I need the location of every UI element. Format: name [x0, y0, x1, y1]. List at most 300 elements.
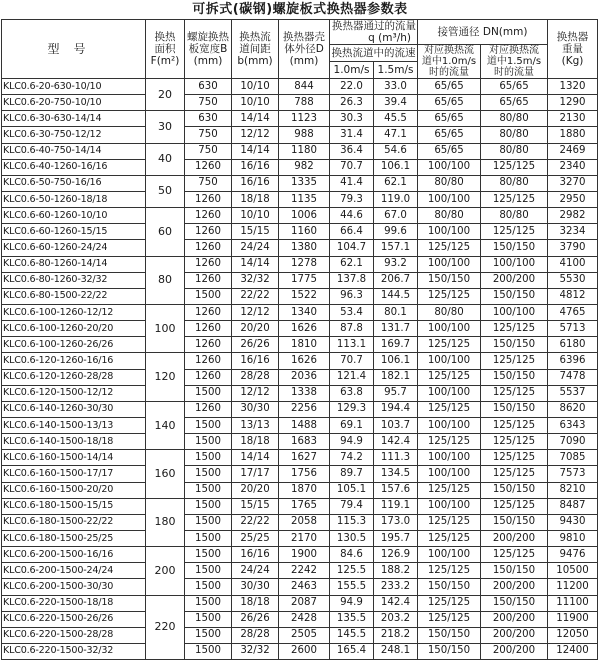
dn-1-cell: 125/125	[418, 337, 481, 353]
table-row	[2, 224, 598, 240]
flow-2-cell: 157.1	[374, 240, 418, 256]
flow-1-cell: 79.4	[330, 498, 374, 514]
weight-cell: 1880	[548, 127, 598, 143]
header-flow-sub: 换热流道中的流速	[330, 45, 418, 62]
flow-1-cell: 115.3	[330, 514, 374, 530]
flow-1-cell: 66.4	[330, 224, 374, 240]
dn-2-cell: 80/80	[481, 111, 548, 127]
header-channel-spacing-line2: 道间距	[239, 43, 271, 55]
shell-od-cell: 1626	[279, 353, 330, 369]
flow-1-cell: 26.3	[330, 95, 374, 111]
dn-1-cell: 100/100	[418, 224, 481, 240]
shell-od-cell: 1488	[279, 417, 330, 433]
plate-width-cell: 1500	[185, 417, 232, 433]
dn-2-cell: 150/150	[481, 337, 548, 353]
model-cell: KLC0.6-20-630-10/10	[2, 79, 146, 95]
shell-od-cell: 1380	[279, 240, 330, 256]
flow-2-cell: 33.0	[374, 79, 418, 95]
weight-cell: 3234	[548, 224, 598, 240]
dn-1-cell: 150/150	[418, 643, 481, 659]
channel-spacing-cell: 10/10	[232, 208, 279, 224]
plate-width-cell: 1260	[185, 208, 232, 224]
header-dn-group: 接管通径 DN(mm)	[418, 20, 548, 45]
weight-cell: 1320	[548, 79, 598, 95]
dn-1-cell: 125/125	[418, 482, 481, 498]
plate-width-cell: 1500	[185, 466, 232, 482]
dn-1-cell: 80/80	[418, 208, 481, 224]
shell-od-cell: 2058	[279, 514, 330, 530]
flow-2-cell: 106.1	[374, 159, 418, 175]
shell-od-cell: 844	[279, 79, 330, 95]
shell-od-cell: 1870	[279, 482, 330, 498]
weight-cell: 3790	[548, 240, 598, 256]
table-row	[2, 175, 598, 191]
dn-1-cell: 100/100	[418, 385, 481, 401]
model-cell: KLC0.6-120-1260-28/28	[2, 369, 146, 385]
plate-width-cell: 750	[185, 127, 232, 143]
flow-2-cell: 188.2	[374, 563, 418, 579]
weight-cell: 5713	[548, 321, 598, 337]
dn-2-cell: 125/125	[481, 547, 548, 563]
dn-2-cell: 200/200	[481, 611, 548, 627]
shell-od-cell: 788	[279, 95, 330, 111]
model-cell: KLC0.6-140-1500-13/13	[2, 417, 146, 433]
model-cell: KLC0.6-30-750-12/12	[2, 127, 146, 143]
table-row	[2, 95, 598, 111]
header-weight-line2: 重量	[562, 43, 583, 55]
flow-1-cell: 79.3	[330, 191, 374, 207]
flow-2-cell: 233.2	[374, 579, 418, 595]
dn-1-cell: 125/125	[418, 611, 481, 627]
table-row	[2, 304, 598, 320]
dn-1-cell: 65/65	[418, 143, 481, 159]
table-row	[2, 79, 598, 95]
dn-1-cell: 100/100	[418, 321, 481, 337]
channel-spacing-cell: 12/12	[232, 304, 279, 320]
plate-width-cell: 1500	[185, 563, 232, 579]
dn-1-cell: 100/100	[418, 191, 481, 207]
shell-od-cell: 1683	[279, 434, 330, 450]
area-cell: 180	[146, 498, 185, 546]
flow-2-cell: 131.7	[374, 321, 418, 337]
header-shell-od-line1: 换热器壳	[283, 31, 325, 43]
plate-width-cell: 1500	[185, 385, 232, 401]
model-cell: KLC0.6-180-1500-15/15	[2, 498, 146, 514]
flow-1-cell: 36.4	[330, 143, 374, 159]
model-cell: KLC0.6-60-1260-15/15	[2, 224, 146, 240]
table-row	[2, 191, 598, 207]
shell-od-cell: 1135	[279, 191, 330, 207]
dn-2-cell: 125/125	[481, 385, 548, 401]
weight-cell: 2130	[548, 111, 598, 127]
shell-od-cell: 2036	[279, 369, 330, 385]
channel-spacing-cell: 32/32	[232, 272, 279, 288]
model-cell: KLC0.6-60-1260-10/10	[2, 208, 146, 224]
flow-1-cell: 70.7	[330, 159, 374, 175]
weight-cell: 9476	[548, 547, 598, 563]
weight-cell: 12050	[548, 627, 598, 643]
model-cell: KLC0.6-180-1500-25/25	[2, 530, 146, 546]
dn-2-cell: 125/125	[481, 498, 548, 514]
dn-1-cell: 100/100	[418, 256, 481, 272]
table-row	[2, 369, 598, 385]
dn-1-cell: 125/125	[418, 595, 481, 611]
flow-2-cell: 182.1	[374, 369, 418, 385]
dn-2-cell: 150/150	[481, 482, 548, 498]
table-row	[2, 643, 598, 659]
weight-cell: 4100	[548, 256, 598, 272]
weight-cell: 4765	[548, 304, 598, 320]
flow-1-cell: 87.8	[330, 321, 374, 337]
flow-1-cell: 113.1	[330, 337, 374, 353]
flow-2-cell: 142.4	[374, 595, 418, 611]
shell-od-cell: 1160	[279, 224, 330, 240]
table-row	[2, 401, 598, 417]
model-cell: KLC0.6-140-1260-30/30	[2, 401, 146, 417]
flow-1-cell: 94.9	[330, 434, 374, 450]
header-area-line1: 换热	[154, 31, 176, 43]
header-weight	[548, 20, 598, 79]
plate-width-cell: 1500	[185, 434, 232, 450]
weight-cell: 8487	[548, 498, 598, 514]
header-shell-od-line3: (mm)	[289, 55, 319, 67]
dn-1-cell: 100/100	[418, 353, 481, 369]
plate-width-cell: 1500	[185, 547, 232, 563]
dn-1-cell: 100/100	[418, 159, 481, 175]
weight-cell: 11900	[548, 611, 598, 627]
channel-spacing-cell: 10/10	[232, 79, 279, 95]
dn-1-cell: 65/65	[418, 127, 481, 143]
flow-2-cell: 39.4	[374, 95, 418, 111]
flow-1-cell: 41.4	[330, 175, 374, 191]
area-cell: 160	[146, 450, 185, 498]
channel-spacing-cell: 24/24	[232, 563, 279, 579]
shell-od-cell: 2505	[279, 627, 330, 643]
channel-spacing-cell: 26/26	[232, 337, 279, 353]
flow-2-cell: 67.0	[374, 208, 418, 224]
dn-1-cell: 100/100	[418, 417, 481, 433]
model-cell: KLC0.6-100-1260-20/20	[2, 321, 146, 337]
plate-width-cell: 1500	[185, 288, 232, 304]
weight-cell: 9810	[548, 530, 598, 546]
dn-1-cell: 125/125	[418, 434, 481, 450]
dn-2-cell: 150/150	[481, 401, 548, 417]
header-dn2-line2: 道中1.5m/s	[486, 56, 542, 67]
weight-cell: 4812	[548, 288, 598, 304]
dn-2-cell: 200/200	[481, 579, 548, 595]
dn-2-cell: 100/100	[481, 304, 548, 320]
flow-2-cell: 54.6	[374, 143, 418, 159]
dn-2-cell: 80/80	[481, 175, 548, 191]
dn-2-cell: 65/65	[481, 79, 548, 95]
dn-2-cell: 80/80	[481, 143, 548, 159]
plate-width-cell: 1260	[185, 224, 232, 240]
plate-width-cell: 630	[185, 79, 232, 95]
header-dn1-line3: 时的流量	[429, 67, 469, 78]
dn-2-cell: 125/125	[481, 466, 548, 482]
model-cell: KLC0.6-220-1500-32/32	[2, 643, 146, 659]
flow-2-cell: 194.4	[374, 401, 418, 417]
shell-od-cell: 2256	[279, 401, 330, 417]
shell-od-cell: 1180	[279, 143, 330, 159]
area-cell: 40	[146, 143, 185, 175]
flow-1-cell: 63.8	[330, 385, 374, 401]
table-row	[2, 434, 598, 450]
header-dn2-line1: 对应换热流	[489, 45, 539, 56]
model-cell: KLC0.6-60-1260-24/24	[2, 240, 146, 256]
dn-2-cell: 150/150	[481, 369, 548, 385]
channel-spacing-cell: 26/26	[232, 611, 279, 627]
channel-spacing-cell: 20/20	[232, 482, 279, 498]
flow-1-cell: 125.5	[330, 563, 374, 579]
header-channel-spacing-line1: 换热流	[239, 31, 271, 43]
plate-width-cell: 750	[185, 175, 232, 191]
table-row	[2, 321, 598, 337]
plate-width-cell: 1260	[185, 337, 232, 353]
dn-1-cell: 80/80	[418, 304, 481, 320]
weight-cell: 11100	[548, 595, 598, 611]
model-cell: KLC0.6-120-1260-16/16	[2, 353, 146, 369]
dn-1-cell: 100/100	[418, 450, 481, 466]
flow-2-cell: 195.7	[374, 530, 418, 546]
header-weight-line3: (Kg)	[561, 55, 584, 67]
dn-1-cell: 65/65	[418, 79, 481, 95]
header-flow-group	[330, 20, 418, 45]
flow-2-cell: 203.2	[374, 611, 418, 627]
dn-2-cell: 200/200	[481, 272, 548, 288]
table-row	[2, 337, 598, 353]
shell-od-cell: 2428	[279, 611, 330, 627]
flow-1-cell: 130.5	[330, 530, 374, 546]
flow-2-cell: 142.4	[374, 434, 418, 450]
flow-1-cell: 96.3	[330, 288, 374, 304]
table-row	[2, 256, 598, 272]
weight-cell: 7573	[548, 466, 598, 482]
table-row	[2, 611, 598, 627]
channel-spacing-cell: 18/18	[232, 434, 279, 450]
plate-width-cell: 1260	[185, 304, 232, 320]
model-cell: KLC0.6-100-1260-26/26	[2, 337, 146, 353]
weight-cell: 6180	[548, 337, 598, 353]
flow-2-cell: 103.7	[374, 417, 418, 433]
channel-spacing-cell: 12/12	[232, 127, 279, 143]
header-area	[146, 20, 185, 79]
channel-spacing-cell: 17/17	[232, 466, 279, 482]
table-row	[2, 627, 598, 643]
table-row	[2, 159, 598, 175]
dn-2-cell: 65/65	[481, 95, 548, 111]
flow-2-cell: 144.5	[374, 288, 418, 304]
channel-spacing-cell: 22/22	[232, 514, 279, 530]
header-dn1-line1: 对应换热流	[424, 45, 474, 56]
weight-cell: 5530	[548, 272, 598, 288]
dn-2-cell: 125/125	[481, 159, 548, 175]
header-dn2	[481, 45, 548, 79]
plate-width-cell: 1500	[185, 627, 232, 643]
shell-od-cell: 988	[279, 127, 330, 143]
flow-2-cell: 62.1	[374, 175, 418, 191]
header-speed-1: 1.0m/s	[330, 62, 374, 79]
flow-2-cell: 126.9	[374, 547, 418, 563]
channel-spacing-cell: 12/12	[232, 385, 279, 401]
weight-cell: 8210	[548, 482, 598, 498]
shell-od-cell: 2087	[279, 595, 330, 611]
header-shell-od	[279, 20, 330, 79]
model-cell: KLC0.6-80-1260-14/14	[2, 256, 146, 272]
dn-2-cell: 125/125	[481, 417, 548, 433]
shell-od-cell: 1900	[279, 547, 330, 563]
dn-2-cell: 150/150	[481, 563, 548, 579]
table-row	[2, 482, 598, 498]
dn-2-cell: 200/200	[481, 643, 548, 659]
weight-cell: 11200	[548, 579, 598, 595]
dn-1-cell: 150/150	[418, 272, 481, 288]
shell-od-cell: 1006	[279, 208, 330, 224]
plate-width-cell: 1260	[185, 321, 232, 337]
header-plate-width-line3: (mm)	[193, 55, 223, 67]
dn-2-cell: 100/100	[481, 256, 548, 272]
flow-1-cell: 69.1	[330, 417, 374, 433]
shell-od-cell: 2463	[279, 579, 330, 595]
model-cell: KLC0.6-160-1500-14/14	[2, 450, 146, 466]
weight-cell: 12400	[548, 643, 598, 659]
weight-cell: 9430	[548, 514, 598, 530]
channel-spacing-cell: 13/13	[232, 417, 279, 433]
table-row	[2, 272, 598, 288]
dn-2-cell: 150/150	[481, 288, 548, 304]
flow-2-cell: 119.1	[374, 498, 418, 514]
model-cell: KLC0.6-80-1500-22/22	[2, 288, 146, 304]
flow-2-cell: 218.2	[374, 627, 418, 643]
header-channel-spacing-line3: b(mm)	[237, 55, 273, 67]
header-dn1-line2: 道中1.0m/s	[421, 56, 477, 67]
table-body	[2, 79, 598, 660]
table-row	[2, 111, 598, 127]
flow-2-cell: 206.7	[374, 272, 418, 288]
flow-1-cell: 30.3	[330, 111, 374, 127]
header-plate-width	[185, 20, 232, 79]
flow-1-cell: 44.6	[330, 208, 374, 224]
header-channel-spacing	[232, 20, 279, 79]
channel-spacing-cell: 16/16	[232, 159, 279, 175]
table-header	[2, 20, 598, 79]
table-row	[2, 579, 598, 595]
channel-spacing-cell: 16/16	[232, 547, 279, 563]
channel-spacing-cell: 22/22	[232, 288, 279, 304]
header-weight-line1: 换热器	[556, 31, 589, 43]
flow-1-cell: 104.7	[330, 240, 374, 256]
flow-1-cell: 70.7	[330, 353, 374, 369]
dn-1-cell: 125/125	[418, 563, 481, 579]
plate-width-cell: 1500	[185, 579, 232, 595]
flow-1-cell: 135.5	[330, 611, 374, 627]
flow-1-cell: 105.1	[330, 482, 374, 498]
area-cell: 140	[146, 401, 185, 449]
dn-1-cell: 100/100	[418, 547, 481, 563]
table-row	[2, 208, 598, 224]
dn-1-cell: 125/125	[418, 401, 481, 417]
weight-cell: 7085	[548, 450, 598, 466]
header-flow-title: 换热器通过的流量	[332, 20, 416, 32]
weight-cell: 6396	[548, 353, 598, 369]
plate-width-cell: 1260	[185, 159, 232, 175]
flow-2-cell: 169.7	[374, 337, 418, 353]
shell-od-cell: 2600	[279, 643, 330, 659]
area-cell: 20	[146, 79, 185, 111]
channel-spacing-cell: 28/28	[232, 369, 279, 385]
dn-1-cell: 100/100	[418, 498, 481, 514]
weight-cell: 8620	[548, 401, 598, 417]
flow-1-cell: 137.8	[330, 272, 374, 288]
table-row	[2, 498, 598, 514]
flow-1-cell: 74.2	[330, 450, 374, 466]
channel-spacing-cell: 16/16	[232, 353, 279, 369]
model-cell: KLC0.6-140-1500-18/18	[2, 434, 146, 450]
plate-width-cell: 1260	[185, 272, 232, 288]
shell-od-cell: 1338	[279, 385, 330, 401]
table-row	[2, 595, 598, 611]
flow-2-cell: 111.3	[374, 450, 418, 466]
dn-1-cell: 125/125	[418, 240, 481, 256]
model-cell: KLC0.6-120-1500-12/12	[2, 385, 146, 401]
flow-2-cell: 99.6	[374, 224, 418, 240]
shell-od-cell: 1627	[279, 450, 330, 466]
model-cell: KLC0.6-200-1500-30/30	[2, 579, 146, 595]
dn-2-cell: 125/125	[481, 353, 548, 369]
flow-1-cell: 62.1	[330, 256, 374, 272]
table-row	[2, 353, 598, 369]
model-cell: KLC0.6-30-630-14/14	[2, 111, 146, 127]
model-cell: KLC0.6-220-1500-28/28	[2, 627, 146, 643]
header-area-line2: 面积	[154, 43, 176, 55]
flow-2-cell: 95.7	[374, 385, 418, 401]
channel-spacing-cell: 20/20	[232, 321, 279, 337]
weight-cell: 7090	[548, 434, 598, 450]
plate-width-cell: 1500	[185, 482, 232, 498]
model-cell: KLC0.6-220-1500-26/26	[2, 611, 146, 627]
weight-cell: 7478	[548, 369, 598, 385]
header-speed-2: 1.5m/s	[374, 62, 418, 79]
area-cell: 80	[146, 256, 185, 304]
plate-width-cell: 1500	[185, 514, 232, 530]
header-plate-width-line2: 板宽度B	[188, 43, 228, 55]
flow-1-cell: 145.5	[330, 627, 374, 643]
flow-1-cell: 165.4	[330, 643, 374, 659]
flow-1-cell: 89.7	[330, 466, 374, 482]
dn-1-cell: 80/80	[418, 175, 481, 191]
dn-1-cell: 65/65	[418, 111, 481, 127]
flow-1-cell: 129.3	[330, 401, 374, 417]
area-cell: 50	[146, 175, 185, 207]
model-cell: KLC0.6-50-750-16/16	[2, 175, 146, 191]
dn-1-cell: 125/125	[418, 530, 481, 546]
dn-2-cell: 200/200	[481, 627, 548, 643]
shell-od-cell: 1765	[279, 498, 330, 514]
shell-od-cell: 1756	[279, 466, 330, 482]
header-shell-od-line2: 体外径D	[284, 43, 324, 55]
shell-od-cell: 2170	[279, 530, 330, 546]
model-cell: KLC0.6-160-1500-17/17	[2, 466, 146, 482]
weight-cell: 6343	[548, 417, 598, 433]
model-cell: KLC0.6-160-1500-20/20	[2, 482, 146, 498]
dn-2-cell: 125/125	[481, 450, 548, 466]
flow-1-cell: 155.5	[330, 579, 374, 595]
shell-od-cell: 2242	[279, 563, 330, 579]
channel-spacing-cell: 30/30	[232, 579, 279, 595]
plate-width-cell: 1260	[185, 240, 232, 256]
flow-1-cell: 22.0	[330, 79, 374, 95]
flow-2-cell: 157.6	[374, 482, 418, 498]
